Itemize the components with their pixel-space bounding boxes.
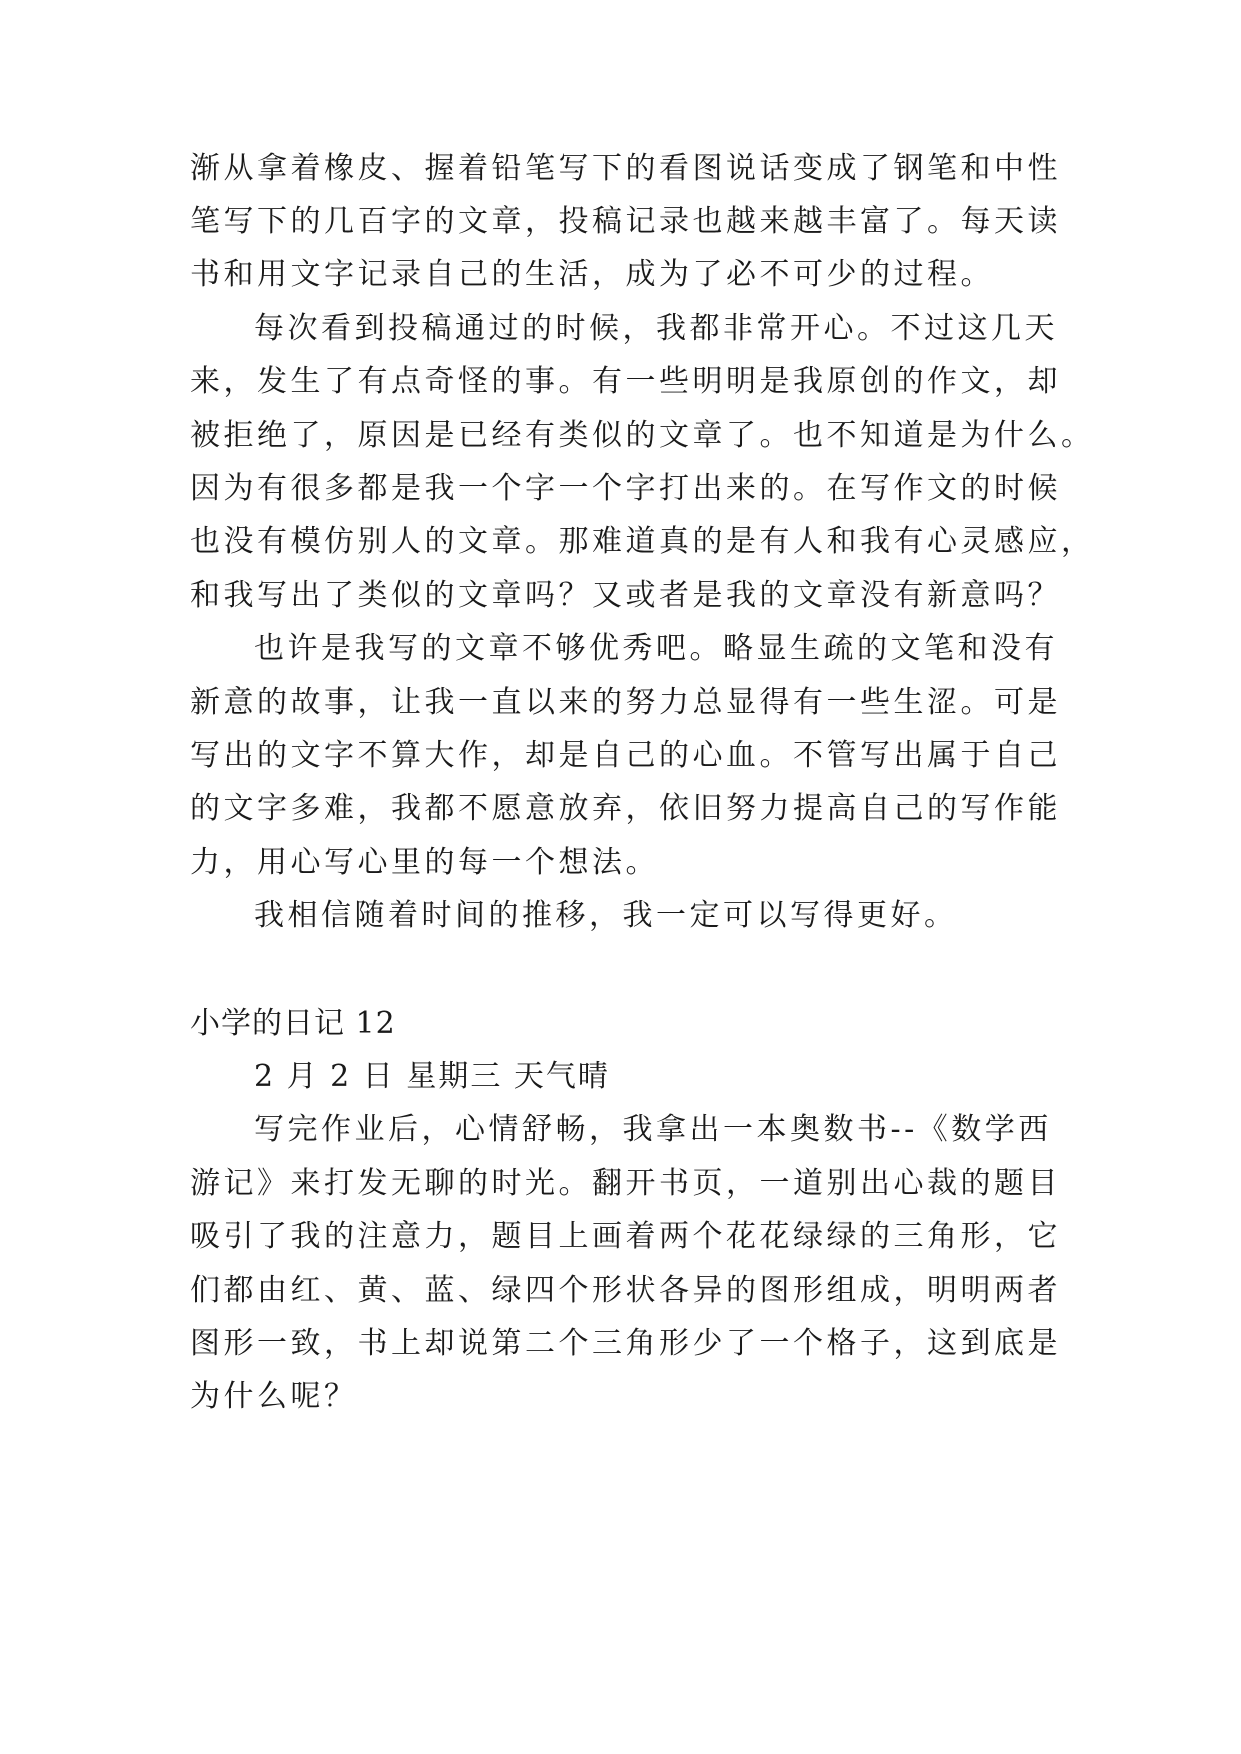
text-line: 渐从拿着橡皮、握着铅笔写下的看图说话变成了钢笔和中性	[190, 151, 1061, 186]
text-line: 新意的故事，让我一直以来的努力总显得有一些生涩。可是	[190, 685, 1061, 720]
text-line: 被拒绝了，原因是已经有类似的文章了。也不知道是为什么。	[190, 418, 1095, 453]
diary-title: 小学的日记 12	[190, 1006, 396, 1041]
text-line: 每次看到投稿通过的时候，我都非常开心。不过这几天	[254, 311, 1058, 346]
text-line: 写完作业后，心情舒畅，我拿出一本奥数书--《数学西	[254, 1112, 1052, 1147]
text-line: 力，用心写心里的每一个想法。	[190, 845, 659, 880]
text-line: 也许是我写的文章不够优秀吧。略显生疏的文笔和没有	[254, 631, 1058, 666]
text-line: 游记》来打发无聊的时光。翻开书页，一道别出心裁的题目	[190, 1166, 1061, 1201]
text-line: 书和用文字记录自己的生活，成为了必不可少的过程。	[190, 257, 994, 292]
text-line: 写出的文字不算大作，却是自己的心血。不管写出属于自己	[190, 738, 1061, 773]
text-line: 为什么呢？	[190, 1379, 358, 1414]
text-line: 们都由红、黄、蓝、绿四个形状各异的图形组成，明明两者	[190, 1273, 1061, 1308]
text-line: 来，发生了有点奇怪的事。有一些明明是我原创的作文，却	[190, 364, 1061, 399]
text-line: 笔写下的几百字的文章，投稿记录也越来越丰富了。每天读	[190, 204, 1061, 239]
text-line: 图形一致，书上却说第二个三角形少了一个格子，这到底是	[190, 1326, 1061, 1361]
text-line: 的文字多难，我都不愿意放弃，依旧努力提高自己的写作能	[190, 791, 1061, 826]
text-line: 我相信随着时间的推移，我一定可以写得更好。	[254, 898, 958, 933]
diary-dateline: 2 月 2 日 星期三 天气晴	[254, 1059, 610, 1094]
text-line: 和我写出了类似的文章吗？又或者是我的文章没有新意吗？	[190, 578, 1061, 613]
text-line: 也没有模仿别人的文章。那难道真的是有人和我有心灵感应，	[190, 524, 1095, 559]
text-line: 因为有很多都是我一个字一个字打出来的。在写作文的时候	[190, 471, 1061, 506]
text-line: 吸引了我的注意力，题目上画着两个花花绿绿的三角形，它	[190, 1219, 1061, 1254]
